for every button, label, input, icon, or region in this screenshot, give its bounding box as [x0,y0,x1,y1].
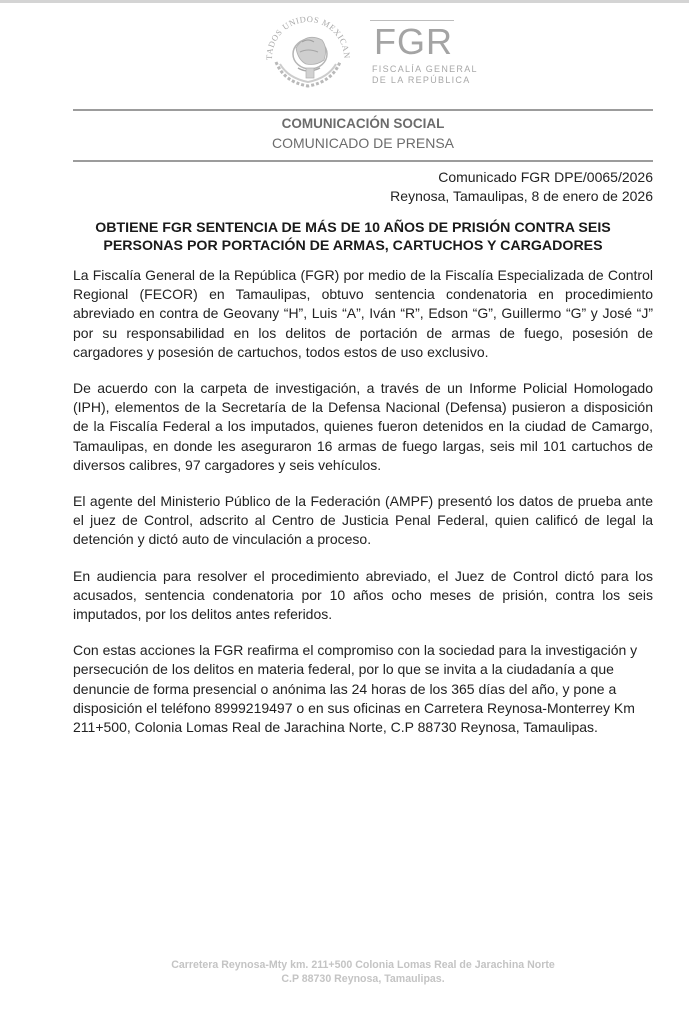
paragraph: Con estas acciones la FGR reafirma el compromiso con la sociedad para la investigación y persecución de los delitos en materia federal, por lo que se invita a la ciudadanía a que denuncie de forma presencial o anónima las 24 horas de los 365 días del año, y pone a disposición el teléfono 8999219497 o en sus oficinas en Carretera Reynosa-Monterrey Km 211+500, Colonia Lomas Real de Jarachina Norte, C.P 88730 Reynosa, Tamaulipas. [73,642,638,736]
footer-address [73,958,653,986]
department-title: COMUNICACIÓN SOCIAL [281,116,445,131]
paragraph: El agente del Ministerio Público de la Federación (AMPF) presentó los datos de prueba ante el juez de Control, adscrito al Centro de Justicia Penal Federal, quien calificó de legal la detención y dictó auto de vinculación a proceso. [73,493,653,548]
footer-line-2: C.P 88730 Reynosa, Tamaulipas. [281,973,445,985]
paragraph: En audiencia para resolver el procedimiento abreviado, el Juez de Control dictó para los acusados, sentencia condenatoria por 10 años ocho meses de prisión, contra los seis imputados, por los delitos antes referidos. [73,567,653,623]
press-release-body [73,266,653,754]
headline-line-1: OBTIENE FGR SENTENCIA DE MÁS DE 10 AÑOS DE PRISIÓN CONTRA SEIS [95,220,611,236]
press-release-headline [73,219,633,255]
mexican-coat-of-arms-icon [262,8,354,94]
paragraph: La Fiscalía General de la República (FGR) por medio de la Fiscalía Especializada de Control Regional (FECOR) en Tamaulipas, obtuvo sentencia condenatoria en procedimiento abreviado en contra de Geovany “H”, Luis “A”, Iván “R”, Edson “G”, Guillermo “G” y José “J” por su responsabilidad en los delitos de portación de armas de fuego, posesión de cargadores y posesión de cartuchos, todos estos de uso exclusivo. [73,267,653,360]
document-type: COMUNICADO DE PRENSA [271,135,455,151]
reference-number: Comunicado FGR DPE/0065/2026 [438,169,653,185]
headline-line-2: PERSONAS POR PORTACIÓN DE ARMAS, CARTUCHOS Y CARGADORES [103,238,603,254]
document-meta [390,168,653,205]
seal-arc-text: TADOS UNIDOS MEXICAN [263,13,353,61]
place-and-date: Reynosa, Tamaulipas, 8 de enero de 2026 [390,187,653,204]
logo-acronym: FGR [374,21,453,62]
logo-line-1: FISCALÍA GENERAL [372,64,478,74]
letterhead [0,0,689,100]
footer-line-1: Carretera Reynosa-Mty km. 211+500 Colonia Lomas Real de Jarachina Norte [171,959,555,971]
fgr-logo [362,20,478,85]
divider-bottom [73,160,653,162]
logo-line-2: DE LA REPÚBLICA [372,75,471,85]
paragraph: De acuerdo con la carpeta de investigación, a través de un Informe Policial Homologado (IPH), elementos de la Secretaría de la Defensa Nacional (Defensa) pusieron a disposición de la Fiscalía Federal a los imputados, quienes fueron detenidos en la ciudad de Camargo, Tamaulipas, en donde les aseguraron 16 armas de fuego largas, seis mil 101 cartuchos de diversos calibres, 97 cargadores y seis vehículos. [73,380,653,473]
divider-top [73,109,653,111]
